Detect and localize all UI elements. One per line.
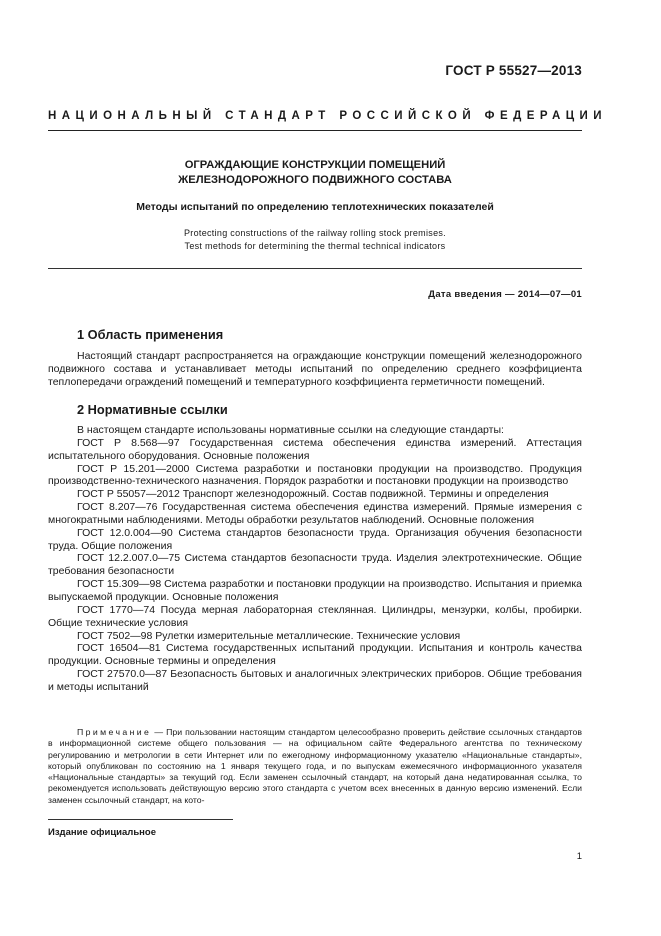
section-1-heading: 1 Область применения (77, 327, 224, 342)
page-number: 1 (576, 851, 582, 862)
english-title-line-2: Test methods for determining the thermal technical indicators (184, 241, 446, 251)
note-label: Примечание (77, 727, 152, 737)
note-text: — При пользовании настоящим стандартом целесообразно проверить действие ссылочных стандартов в информационной системе общего пользования — на официальном сайте Федерального агентства по техническому регулированию и метрологии в сети Интернет или по ежегодному информационному указателю «Национальные стандарты», который опубликован по состоянию на 1 января текущего года, и по выпускам ежемесячного информационного указателя «Национальные стандарты» за текущий год. Если заменен ссылочный стандарт, на который дана недатированная ссылка, то рекомендуется использовать действующую версию этого стандарта с учетом всех внесенных в данную версию изменений. Если заменен ссылочный стандарт, на кото- (48, 727, 582, 805)
section-1-paragraph: Настоящий стандарт распространяется на ограждающие конструкции помещений железнодорожного подвижного состава и устанавливает методы испытаний по определению среднего коэффициента теплопередачи ограждений помещений и температурного коэффициента герметичности помещений. (48, 350, 582, 388)
reference-item: ГОСТ Р 55057—2012 Транспорт железнодорожный. Состав подвижной. Термины и определения (77, 488, 549, 501)
section-2-body (48, 424, 582, 694)
header-divider (48, 130, 582, 131)
section-1-body (48, 350, 582, 389)
document-title (48, 158, 582, 188)
title-line-1: ОГРАЖДАЮЩИЕ КОНСТРУКЦИИ ПОМЕЩЕНИЙ (184, 159, 446, 171)
national-standard-banner: НАЦИОНАЛЬНЫЙ СТАНДАРТ РОССИЙСКОЙ ФЕДЕРАЦИИ (48, 110, 607, 122)
document-code: ГОСТ Р 55527—2013 (445, 63, 582, 78)
reference-item: ГОСТ Р 8.568—97 Государственная система обеспечения единства измерений. Аттестация испытательного оборудования. Основные положения (48, 436, 582, 462)
document-subtitle: Методы испытаний по определению теплотехнических показателей (136, 201, 494, 213)
reference-item: ГОСТ 12.2.007.0—75 Система стандартов безопасности труда. Изделия электротехнические. Общие требования безопасности (48, 552, 582, 578)
official-edition-label: Издание официальное (48, 827, 156, 838)
reference-item: ГОСТ 1770—74 Посуда мерная лабораторная стеклянная. Цилиндры, мензурки, колбы, пробирки. Общие технические условия (48, 603, 582, 629)
reference-item: ГОСТ 12.0.004—90 Система стандартов безопасности труда. Организация обучения безопасности труда. Общие положения (48, 526, 582, 552)
title-divider (48, 268, 582, 269)
reference-item: ГОСТ 27570.0—87 Безопасность бытовых и аналогичных электрических приборов. Общие требования и методы испытаний (48, 668, 582, 693)
note (48, 727, 582, 806)
section-2-heading: 2 Нормативные ссылки (77, 402, 228, 417)
reference-item: ГОСТ 15.309—98 Система разработки и постановки продукции на производство. Испытания и приемка выпускаемой продукции. Основные положения (48, 578, 582, 603)
reference-item: ГОСТ 8.207—76 Государственная система обеспечения единства измерений. Прямые измерения с многократными наблюдениями. Методы обработки результатов наблюдений. Основные положения (48, 501, 582, 526)
reference-item: ГОСТ 7502—98 Рулетки измерительные металлические. Технические условия (77, 629, 461, 642)
title-line-2: ЖЕЛЕЗНОДОРОЖНОГО ПОДВИЖНОГО СОСТАВА (178, 174, 452, 186)
english-title (48, 227, 582, 253)
note-paragraph (48, 727, 582, 806)
introduction-date: Дата введения — 2014—07—01 (428, 289, 582, 300)
footer-divider (48, 819, 233, 820)
section-2-intro: В настоящем стандарте использованы нормативные ссылки на следующие стандарты: (77, 424, 504, 436)
reference-item: ГОСТ 16504—81 Система государственных испытаний продукции. Испытания и контроль качества продукции. Основные термины и определения (48, 642, 582, 668)
english-title-line-1: Protecting constructions of the railway rolling stock premises. (183, 228, 446, 238)
reference-item: ГОСТ Р 15.201—2000 Система разработки и постановки продукции на производство. Продукция производственно-технического назначения. Порядок разработки и постановки продукции на производство (48, 462, 582, 488)
